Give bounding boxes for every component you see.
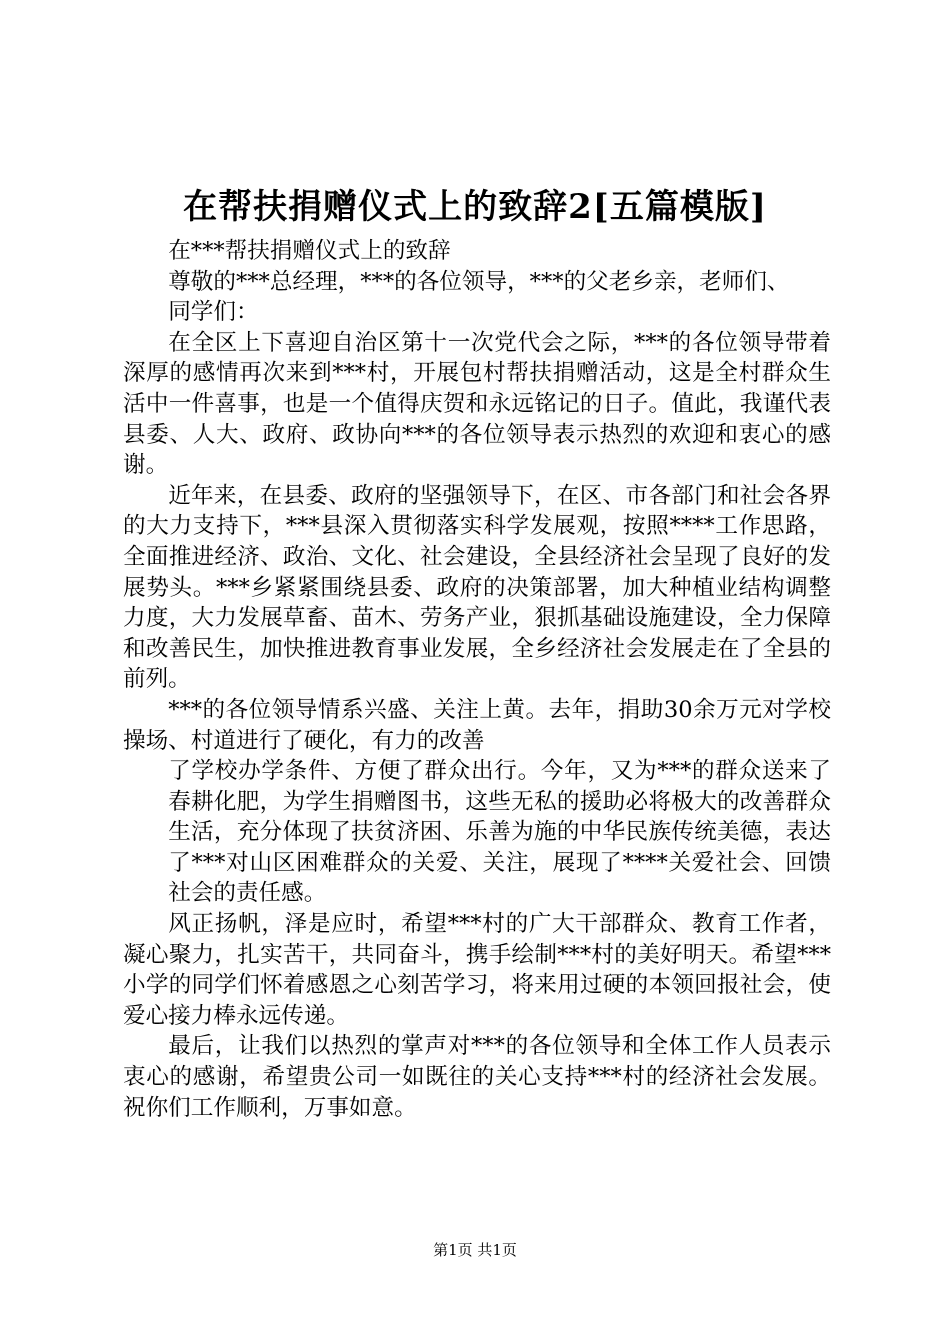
document-body [123,236,831,1123]
paragraph-salutation: 尊敬的***总经理，***的各位领导，***的父老乡亲，老师们、 [168,268,790,295]
paragraph-1: 在全区上下喜迎自治区第十一次党代会之际，***的各位领导带着深厚的感情再次来到***村，开展包村帮扶捐赠活动，这是全村群众生活中一件喜事，也是一个值得庆贺和永远铭记的日子。值此，我谨代表县委、人大、政府、政协向***的各位领导表示热烈的欢迎和衷心的感谢。 [123,329,831,479]
document-title: 在帮扶捐赠仪式上的致辞2[五篇模版] [183,187,767,227]
paragraph-3-cont: 了学校办学条件、方便了群众出行。今年，又为***的群众送来了春耕化肥，为学生捐赠图书，这些无私的援助必将极大的改善群众生活，充分体现了扶贫济困、乐善为施的中华民族传统美德，表达了***对山区困难群众的关爱、关注，展现了****关爱社会、回馈社会的责任感。 [168,758,831,907]
paragraph-salutation-cont: 同学们： [168,299,259,326]
paragraph-heading: 在***帮扶捐赠仪式上的致辞 [168,238,451,264]
page-footer: 第1页 共1页 [433,1241,517,1259]
paragraph-3: ***的各位领导情系兴盛、关注上黄。去年，捐助30余万元对学校操场、村道进行了硬化，有力的改善 [123,696,831,754]
paragraph-5: 最后，让我们以热烈的掌声对***的各位领导和全体工作人员表示衷心的感谢，希望贵公司一如既往的关心支持***村的经济社会发展。祝你们工作顺利，万事如意。 [123,1033,831,1121]
paragraph-4: 风正扬帆，泽是应时，希望***村的广大干部群众、教育工作者，凝心聚力，扎实苦干，共同奋斗，携手绘制***村的美好明天。希望***小学的同学们怀着感恩之心刻苦学习，将来用过硬的本领回报社会，使爱心接力棒永远传递。 [123,911,831,1029]
paragraph-2: 近年来，在县委、政府的坚强领导下，在区、市各部门和社会各界的大力支持下，***县深入贯彻落实科学发展观，按照****工作思路，全面推进经济、政治、文化、社会建设，全县经济社会呈现了良好的发展势头。***乡紧紧围绕县委、政府的决策部署，加大种植业结构调整力度，大力发展草畜、苗木、劳务产业，狠抓基础设施建设，全力保障和改善民生，加快推进教育事业发展，全乡经济社会发展走在了全县的前列。 [123,482,831,693]
